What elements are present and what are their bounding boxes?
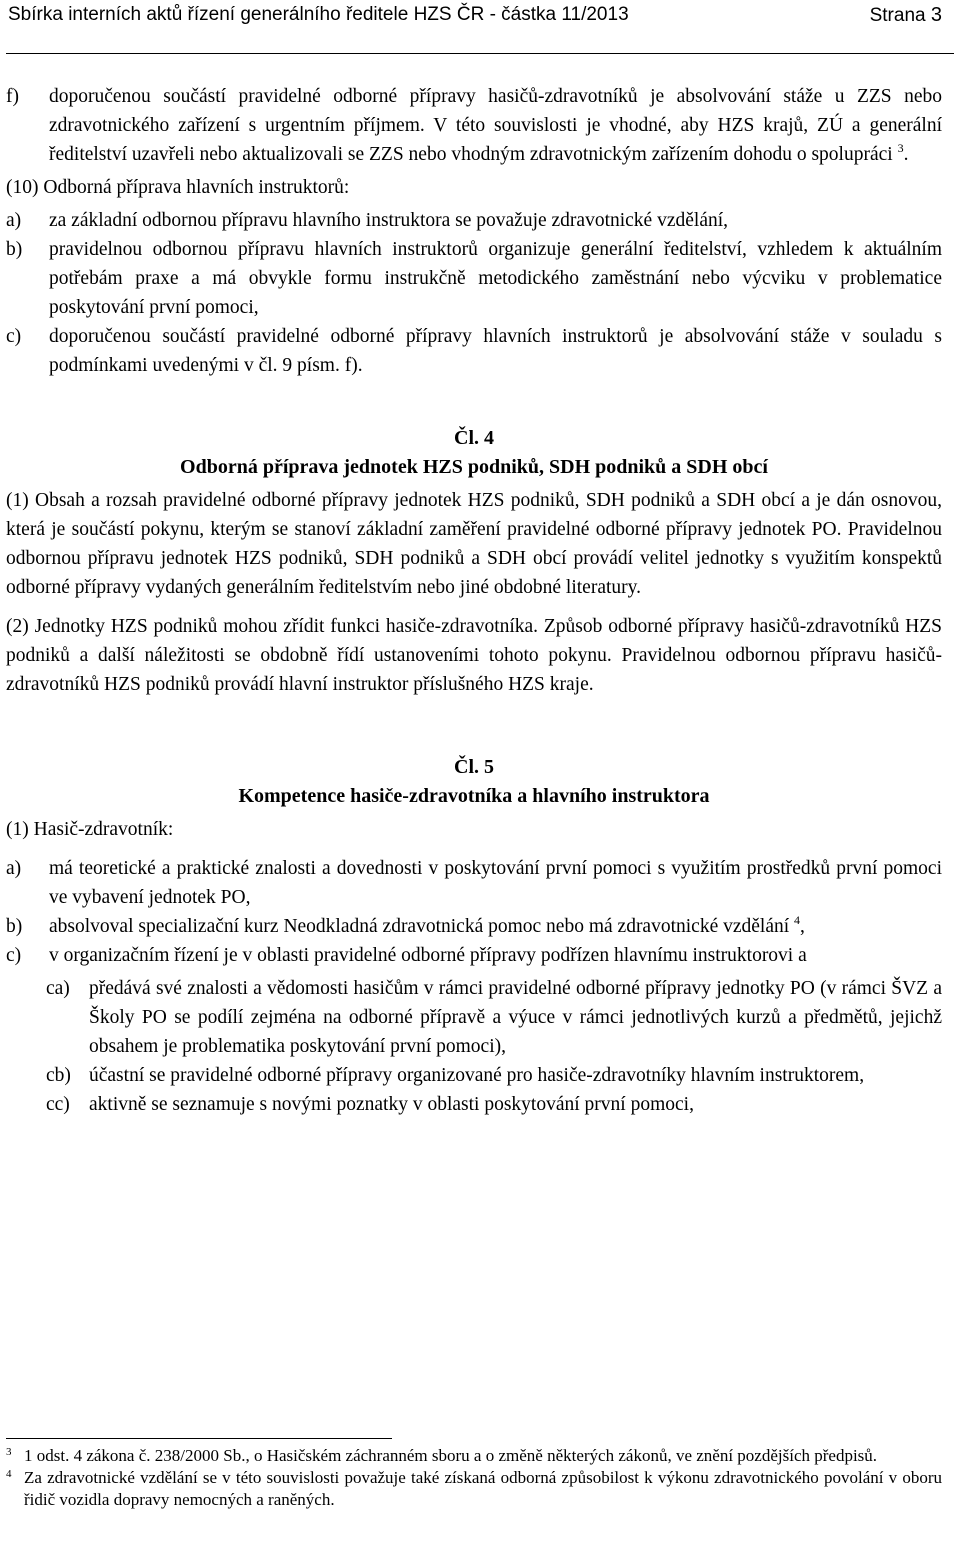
document-title: Sbírka interních aktů řízení generálního ředitele HZS ČR - částka 11/2013 — [8, 4, 629, 25]
list-item: c) doporučenou součástí pravidelné odborné přípravy hlavních instruktorů je absolvování stáže v souladu s podmínkami uvedenými v čl. 9 písm. f). — [6, 326, 942, 376]
sub-list-item: cb) účastní se pravidelné odborné přípravy organizované pro hasiče-zdravotníky hlavním instruktorem, — [46, 1065, 865, 1086]
sub-list-item: ca) předává své znalosti a vědomosti hasičům v rámci pravidelné odborné přípravy jednotky PO (v rámci ŠVZ a Školy PO se podílí zejména na odborné přípravě a výuce v rámci jednotlivých kurzů a předmětů, jejichž obsahem je problematika poskytování první pomoci), — [46, 978, 942, 1057]
footnote-rule — [6, 1438, 392, 1439]
section-heading: (10) Odborná příprava hlavních instruktorů: — [6, 177, 350, 198]
list-item: a) má teoretické a praktické znalosti a dovednosti v poskytování první pomoci s využitím prostředků první pomoci ve vybavení jednotek PO, — [6, 858, 942, 908]
list-item: f) doporučenou součástí pravidelné odborné přípravy hasičů-zdravotníků je absolvování stáže u ZZS nebo zdravotnického zařízení s urgentním příjmem. V této souvislosti je vhodné, aby HZS krajů, ZÚ a generální ředitelství uzavřeli nebo aktualizovali se ZZS nebo vhodným zdravotnickým zařízením dohodu o spolupráci $^3$. — [6, 86, 942, 165]
footnote-ref: 3 — [897, 141, 904, 155]
article-heading: Čl. 4 — [454, 427, 494, 449]
article-title: Kompetence hasiče-zdravotníka a hlavního instruktora — [238, 785, 710, 807]
list-item: b) absolvoval specializační kurz Neodkladná zdravotnická pomoc nebo má zdravotnické vzdělání $^4$, — [6, 913, 805, 937]
footnote: 4 Za zdravotnické vzdělání se v této souvislosti považuje také získaná odborná způsobilost k výkonu zdravotnického povolání v oboru řidič vozidla dopravy nemocných a raněných. — [6, 1468, 942, 1509]
header-rule — [6, 53, 954, 54]
footnote-ref: 4 — [794, 913, 801, 927]
list-item: a) za základní odbornou přípravu hlavního instruktora se považuje zdravotnické vzdělání, — [6, 210, 729, 231]
list-item: b) pravidelnou odbornou přípravu hlavních instruktorů organizuje generální ředitelství, vzhledem k aktuálním potřebám praxe a má obvykle formu instrukčně metodického zaměstnání nebo výcviku v problematice poskytování první pomoci, — [6, 239, 942, 318]
sub-list-item: cc) aktivně se seznamuje s novými poznatky v oblasti poskytování první pomoci, — [46, 1094, 694, 1115]
page-label: Strana — [869, 5, 926, 26]
list-item: c) v organizačním řízení je v oblasti pravidelné odborné přípravy podřízen hlavnímu instruktorovi a — [6, 945, 807, 966]
paragraph: (2) Jednotky HZS podniků mohou zřídit funkci hasiče-zdravotníka. Způsob odborné přípravy hasičů-zdravotníků HZS podniků a další náležitosti se obdobně řídí ustanoveními tohoto pokynu. Pravidelnou odbornou přípravu hasičů-zdravotníků HZS podniků provádí hlavní instruktor příslušného HZS kraje. — [6, 616, 942, 695]
page-indicator — [870, 0, 942, 30]
page-number: 3 — [930, 4, 942, 26]
document-body — [6, 82, 942, 1119]
article-heading: Čl. 5 — [454, 756, 494, 778]
paragraph: (1) Obsah a rozsah pravidelné odborné přípravy jednotek HZS podniků, SDH podniků a SDH obcí a je dán osnovou, která je součástí pokynu, kterým se stanoví základní zaměření pravidelné odborné přípravy jednotek PO. Pravidelnou odbornou přípravu jednotek HZS podniků, SDH podniků a SDH obcí provádí velitel jednotky s využitím konspektů odborné přípravy vydaných generálním ředitelstvím nebo jiné obdobné literatury. — [6, 490, 942, 598]
article-title: Odborná příprava jednotek HZS podniků, SDH podniků a SDH obcí — [180, 456, 768, 478]
footnote: 3 1 odst. 4 zákona č. 238/2000 Sb., o Hasičském záchranném sboru a o změně některých zákonů, ve znění pozdějších předpisů. — [6, 1446, 878, 1465]
page-header — [8, 0, 942, 30]
footnotes — [6, 1445, 942, 1511]
paragraph: (1) Hasič-zdravotník: — [6, 819, 174, 840]
